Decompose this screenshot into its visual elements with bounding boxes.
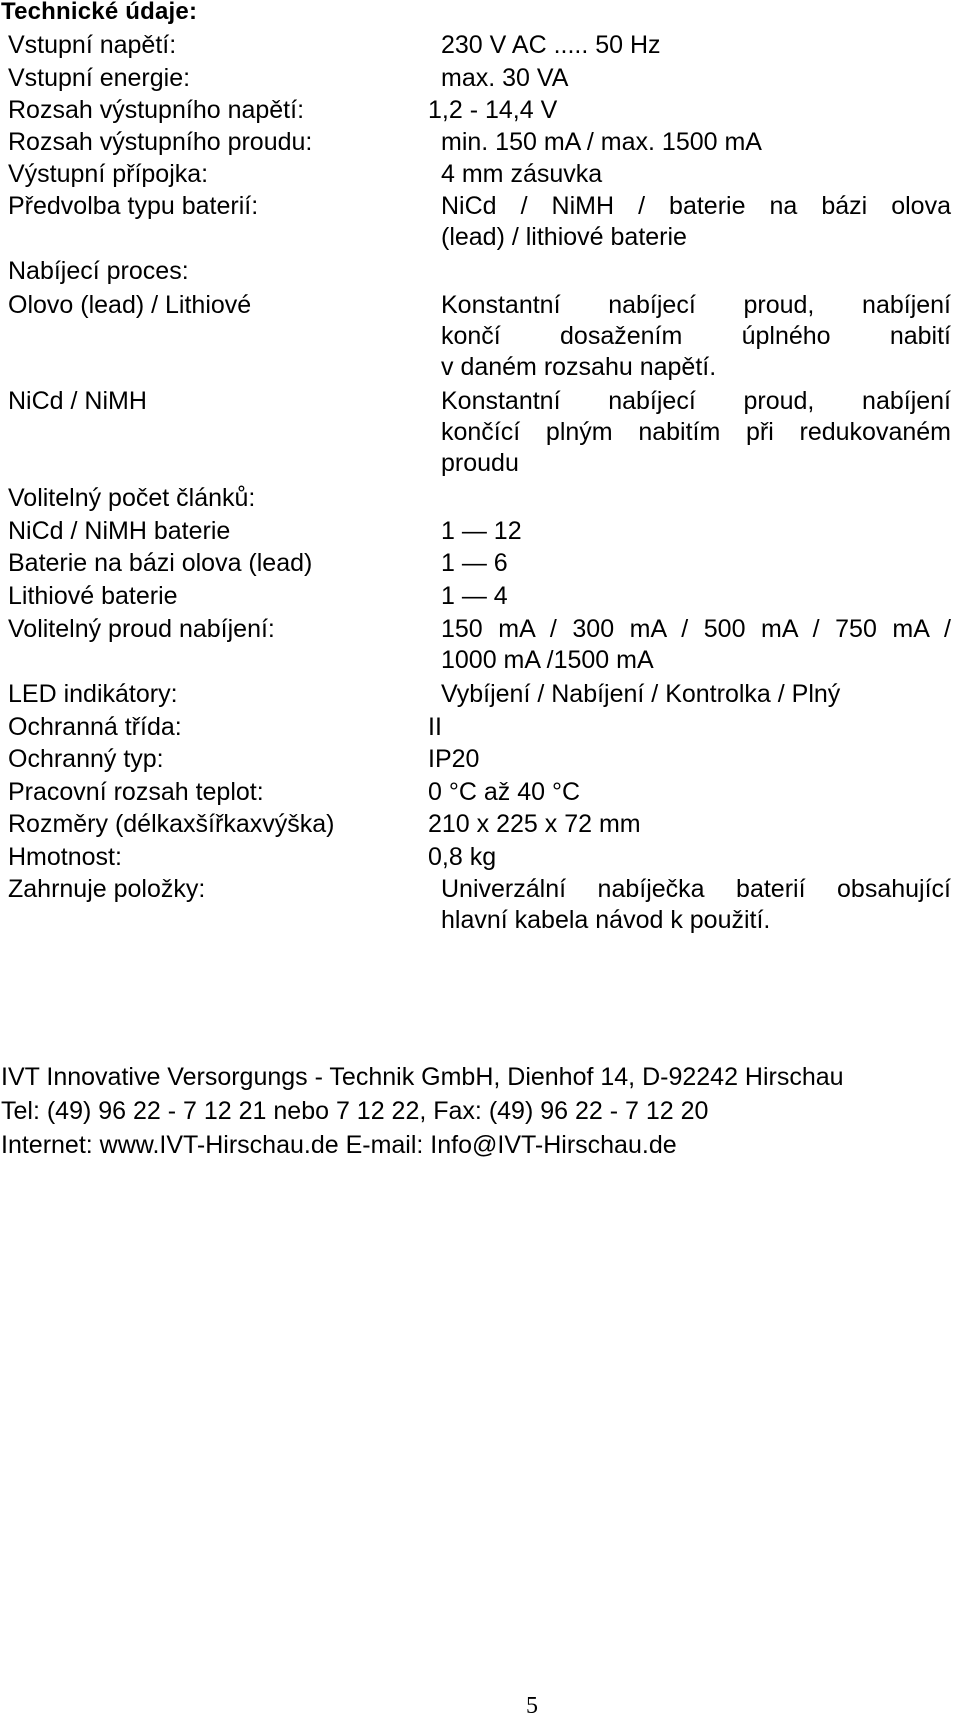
spec-label: NiCd / NiMH baterie: [8, 517, 231, 545]
spec-row: [0, 483, 960, 515]
spec-label: Rozsah výstupního proudu:: [8, 128, 313, 156]
spec-value-line: 0 °C až 40 °C: [428, 778, 581, 806]
spec-value-line: II: [428, 713, 442, 741]
footer-internet: Internet: www.IVT-Hirschau.de E-mail: Info@IVT-Hirschau.de: [1, 1131, 677, 1159]
spec-value-line: NiCd / NiMH / baterie na bázi olova: [441, 192, 951, 220]
spec-row: [0, 386, 960, 477]
spec-value: [441, 581, 508, 612]
spec-value-line: max. 30 VA: [441, 64, 569, 92]
spec-value-line: v daném rozsahu napětí.: [441, 353, 717, 381]
spec-row: [0, 159, 960, 191]
spec-value: [441, 614, 951, 676]
page-number: 5: [526, 1693, 538, 1719]
spec-value-line: 1 — 4: [441, 582, 508, 610]
spec-row: [0, 874, 960, 934]
spec-label: Předvolba typu baterií:: [8, 192, 259, 220]
spec-value-line: 0,8 kg: [428, 843, 497, 871]
spec-label: Rozměry (délkaxšířkaxvýška): [8, 810, 335, 838]
spec-row: [0, 712, 960, 744]
spec-value-line: 230 V AC ..... 50 Hz: [441, 31, 661, 59]
spec-label: Volitelný proud nabíjení:: [8, 615, 275, 643]
spec-label: Výstupní přípojka:: [8, 160, 209, 188]
spec-value: [441, 159, 602, 190]
spec-value: [441, 63, 568, 94]
spec-value-line: Vybíjení / Nabíjení / Kontrolka / Plný: [441, 680, 841, 708]
spec-value: [441, 191, 951, 253]
spec-row: [0, 290, 960, 381]
spec-row: [0, 548, 960, 580]
footer-company: IVT Innovative Versorgungs - Technik GmbH, Dienhof 14, D-92242 Hirschau: [1, 1063, 844, 1091]
spec-row: [0, 191, 960, 251]
spec-value: [428, 712, 442, 743]
spec-row: [0, 842, 960, 874]
spec-row: [0, 516, 960, 548]
spec-value: [428, 95, 557, 126]
spec-row: [0, 127, 960, 159]
spec-row: [0, 809, 960, 841]
section-heading: Technické údaje:: [1, 0, 198, 25]
spec-row: [0, 581, 960, 613]
spec-row: [0, 63, 960, 95]
spec-label: Zahrnuje položky:: [8, 875, 206, 903]
spec-label: LED indikátory:: [8, 680, 178, 708]
spec-label: Hmotnost:: [8, 843, 122, 871]
spec-value: [441, 30, 661, 61]
spec-value-line: 150 mA / 300 mA / 500 mA / 750 mA /: [441, 615, 951, 643]
spec-label: Olovo (lead) / Lithiové: [8, 291, 252, 319]
spec-row: [0, 744, 960, 776]
spec-value: [428, 744, 479, 775]
spec-value-line: 4 mm zásuvka: [441, 160, 603, 188]
spec-value-line: 210 x 225 x 72 mm: [428, 810, 641, 838]
spec-label: Vstupní napětí:: [8, 31, 177, 59]
spec-value: [441, 874, 951, 936]
spec-label: Ochranná třída:: [8, 713, 182, 741]
spec-value-line: Univerzální nabíječka baterií obsahující: [441, 875, 951, 903]
spec-value-line: (lead) / lithiové baterie: [441, 223, 687, 251]
spec-label: Ochranný typ:: [8, 745, 164, 773]
spec-row: [0, 777, 960, 809]
footer-phone: Tel: (49) 96 22 - 7 12 21 nebo 7 12 22, Fax: (49) 96 22 - 7 12 20: [1, 1097, 709, 1125]
spec-value-line: 1000 mA /1500 mA: [441, 646, 654, 674]
spec-label: Pracovní rozsah teplot:: [8, 778, 264, 806]
spec-label: NiCd / NiMH: [8, 387, 147, 415]
spec-value-line: min. 150 mA / max. 1500 mA: [441, 128, 762, 156]
spec-label: Nabíjecí proces:: [8, 257, 189, 285]
spec-value: [441, 127, 762, 158]
spec-row: [0, 679, 960, 711]
spec-value: [441, 679, 840, 710]
spec-label: Volitelný počet článků:: [8, 484, 256, 512]
spec-label: Baterie na bázi olova (lead): [8, 549, 313, 577]
spec-value: [428, 809, 641, 840]
spec-value-line: 1 — 12: [441, 517, 522, 545]
spec-value-line: IP20: [428, 745, 480, 773]
spec-label: Rozsah výstupního napětí:: [8, 96, 305, 124]
spec-value-line: 1,2 - 14,4 V: [428, 96, 558, 124]
spec-value-line: končící plným nabitím při redukovaném: [441, 418, 951, 446]
spec-value-line: 1 — 6: [441, 549, 508, 577]
spec-label: Lithiové baterie: [8, 582, 178, 610]
spec-value-line: Konstantní nabíjecí proud, nabíjení: [441, 387, 951, 415]
spec-value-line: proudu: [441, 449, 519, 477]
spec-value-line: končí dosažením úplného nabití: [441, 322, 951, 350]
spec-row: [0, 614, 960, 674]
spec-row: [0, 256, 960, 288]
spec-value-line: Konstantní nabíjecí proud, nabíjení: [441, 291, 951, 319]
spec-label: Vstupní energie:: [8, 64, 191, 92]
spec-value: [428, 842, 496, 873]
spec-value-line: hlavní kabela návod k použití.: [441, 906, 771, 934]
spec-row: [0, 30, 960, 62]
spec-value: [441, 548, 508, 579]
spec-row: [0, 95, 960, 127]
spec-value: [441, 290, 951, 383]
spec-value: [428, 777, 580, 808]
spec-value: [441, 516, 522, 547]
spec-value: [441, 386, 951, 479]
